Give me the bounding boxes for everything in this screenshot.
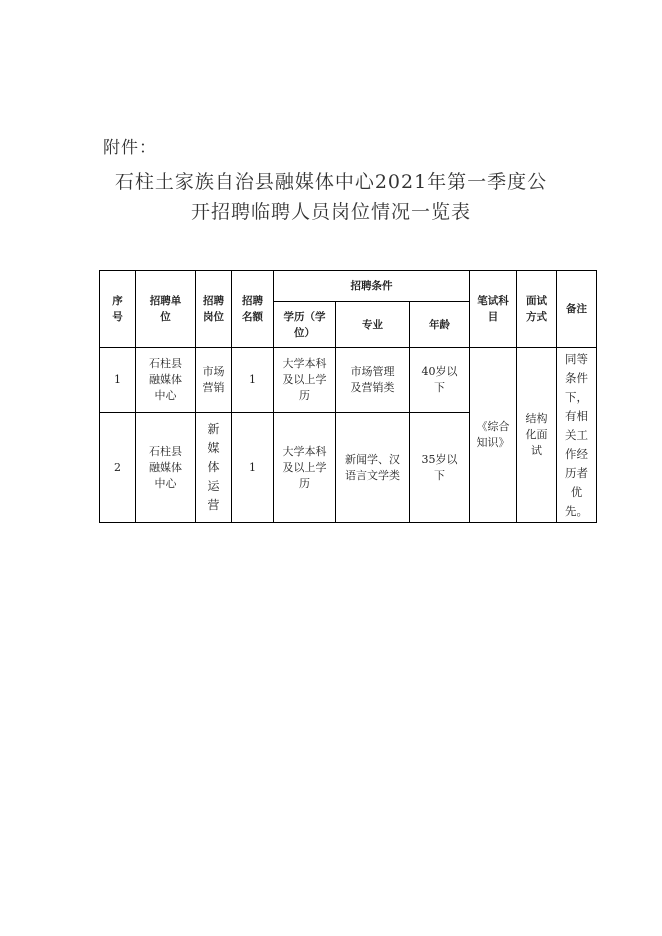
cell-major: 新闻学、汉语言文学类 — [336, 413, 410, 523]
header-interview: 面试方式 — [517, 271, 557, 348]
header-age: 年龄 — [410, 302, 470, 348]
cell-post: 市场营销 — [196, 348, 232, 413]
cell-written-exam: 《综合知识》 — [470, 348, 517, 523]
cell-unit: 石柱县融媒体中心 — [136, 348, 196, 413]
page-title-line-2: 开招聘临聘人员岗位情况一览表 — [190, 201, 471, 223]
cell-seq: 2 — [100, 413, 136, 523]
cell-quota: 1 — [232, 413, 274, 523]
header-quota: 招聘名额 — [232, 271, 274, 348]
header-conditions: 招聘条件 — [274, 271, 470, 302]
cell-education: 大学本科及以上学历 — [274, 348, 336, 413]
cell-post: 新媒体运营 — [196, 413, 232, 523]
cell-seq: 1 — [100, 348, 136, 413]
cell-age: 40岁以下 — [410, 348, 470, 413]
page-title-line-1: 石柱土家族自治县融媒体中心2021年第一季度公 — [114, 171, 548, 193]
header-post: 招聘岗位 — [196, 271, 232, 348]
header-remarks: 备注 — [557, 271, 597, 348]
header-education: 学历（学位） — [274, 302, 336, 348]
cell-quota: 1 — [232, 348, 274, 413]
cell-unit: 石柱县融媒体中心 — [136, 413, 196, 523]
attachment-label: 附件： — [103, 138, 157, 158]
cell-interview: 结构化面试 — [517, 348, 557, 523]
cell-remarks: 同等条件下，有相关工作经历者优先。 — [557, 348, 597, 523]
table-row — [100, 348, 597, 413]
header-seq: 序号 — [100, 271, 136, 348]
header-written-exam: 笔试科目 — [470, 271, 517, 348]
header-major: 专业 — [336, 302, 410, 348]
cell-major: 市场管理及营销类 — [336, 348, 410, 413]
cell-education: 大学本科及以上学历 — [274, 413, 336, 523]
header-unit: 招聘单位 — [136, 271, 196, 348]
positions-table — [99, 270, 597, 523]
cell-age: 35岁以下 — [410, 413, 470, 523]
